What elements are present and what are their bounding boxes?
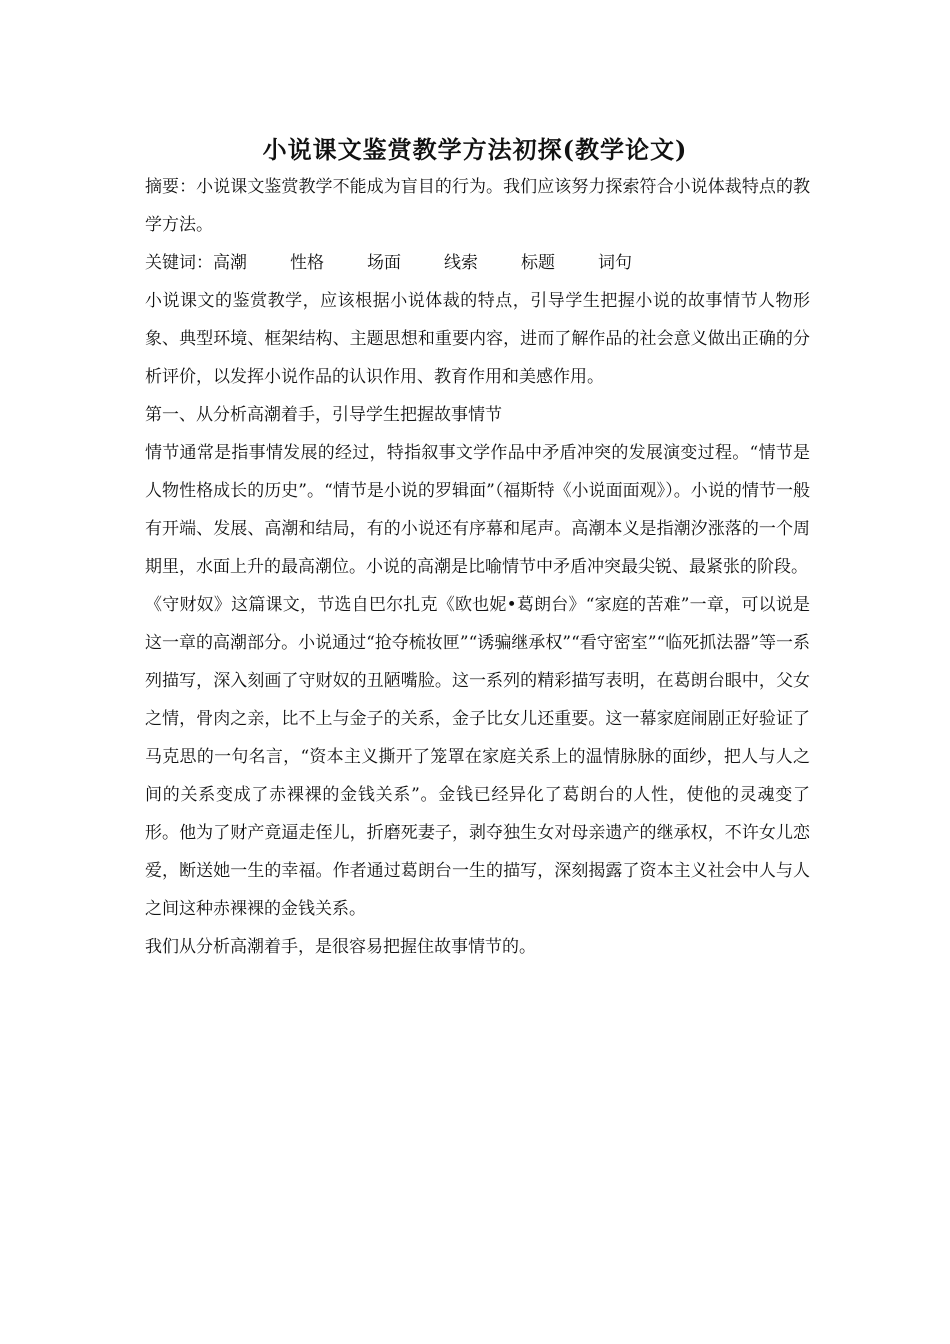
keyword-item: 词句 [598, 253, 632, 273]
keywords-line [145, 244, 810, 282]
document-body [145, 168, 810, 966]
keyword-item: 高潮 [213, 253, 247, 273]
section-heading: 第一、从分析高潮着手，引导学生把握故事情节 [145, 405, 502, 425]
body-paragraph: 小说课文的鉴赏教学，应该根据小说体裁的特点，引导学生把握小说的故事情节人物形象、典型环境、框架结构、主题思想和重要内容，进而了解作品的社会意义做出正确的分析评价，以发挥小说作品的认识作用、教育作用和美感作用。 [145, 291, 810, 387]
document-title: 小说课文鉴赏教学方法初探(教学论文) [262, 135, 688, 164]
keyword-item: 标题 [521, 253, 555, 273]
keywords-label: 关键词： [145, 253, 213, 273]
keyword-item: 线索 [444, 253, 478, 273]
body-paragraph: 情节通常是指事情发展的经过，特指叙事文学作品中矛盾冲突的发展演变过程。“情节是人物性格成长的历史”。“情节是小说的罗辑面”（福斯特《小说面面观》）。小说的情节一般有开端、发展、高潮和结局，有的小说还有序幕和尾声。高潮本义是指潮汐涨落的一个周期里，水面上升的最高潮位。小说的高潮是比喻情节中矛盾冲突最尖锐、最紧张的阶段。 [145, 443, 810, 577]
keyword-item: 场面 [367, 253, 401, 273]
keyword-item: 性格 [290, 253, 324, 273]
abstract-paragraph: 摘要：小说课文鉴赏教学不能成为盲目的行为。我们应该努力探索符合小说体裁特点的教学方法。 [145, 177, 810, 235]
body-paragraph: 我们从分析高潮着手，是很容易把握住故事情节的。 [145, 937, 536, 957]
body-paragraph: 《守财奴》这篇课文，节选自巴尔扎克《欧也妮•葛朗台》“家庭的苦难”一章，可以说是这一章的高潮部分。小说通过“抢夺梳妆匣”“诱骗继承权”“看守密室”“临死抓法器”等一系列描写，深入刻画了守财奴的丑陋嘴脸。这一系列的精彩描写表明，在葛朗台眼中，父女之情，骨肉之亲，比不上与金子的关系，金子比女儿还重要。这一幕家庭闹剧正好验证了马克思的一句名言，“资本主义撕开了笼罩在家庭关系上的温情脉脉的面纱，把人与人之间的关系变成了赤裸裸的金钱关系”。金钱已经异化了葛朗台的人性，使他的灵魂变了形。他为了财产竟逼走侄儿，折磨死妻子，剥夺独生女对母亲遗产的继承权，不许女儿恋爱，断送她一生的幸福。作者通过葛朗台一生的描写，深刻揭露了资本主义社会中人与人之间这种赤裸裸的金钱关系。 [145, 595, 810, 919]
